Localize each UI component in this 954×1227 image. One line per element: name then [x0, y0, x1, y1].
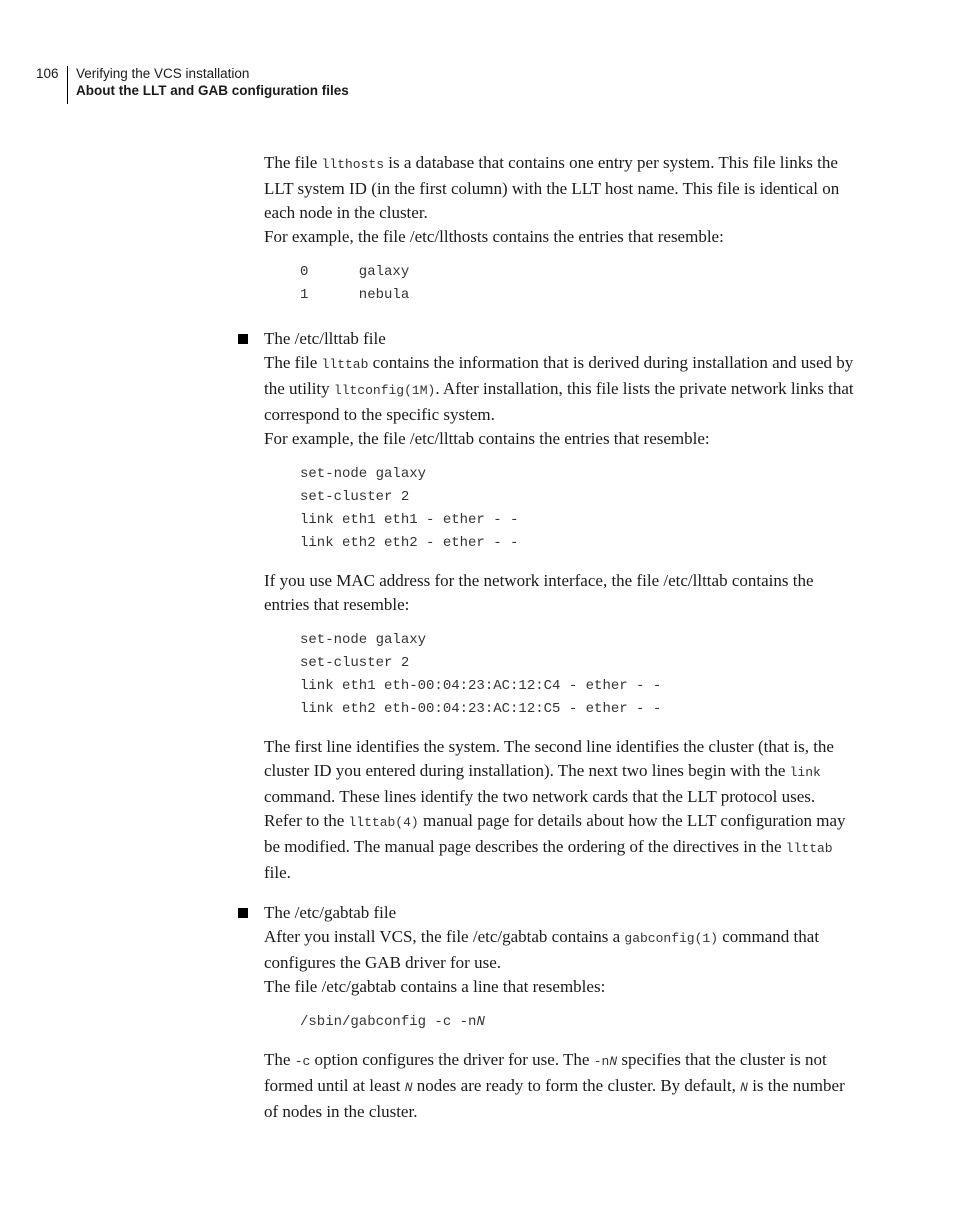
bullet-llttab: [264, 327, 859, 885]
text-run: After you install VCS, the file /etc/gabtab contains a: [264, 927, 625, 946]
gabtab-code-block: [300, 1011, 859, 1034]
code-text: /sbin/gabconfig -c -n: [300, 1014, 477, 1030]
text-run: contains the information that is derived during installation and used by the utility: [264, 353, 854, 398]
chapter-title: Verifying the VCS installation: [76, 66, 250, 81]
llttab-heading: The /etc/llttab file: [264, 329, 386, 348]
gabtab-heading: The /etc/gabtab file: [264, 903, 397, 922]
inline-code-llttab: llttab: [785, 841, 833, 856]
text-run: is the number of nodes in the cluster.: [264, 1076, 845, 1121]
text-run: . After installation, this file lists the private network links that correspond to the specific system.: [264, 379, 854, 424]
header-divider: [67, 66, 68, 104]
text-run: nodes are ready to form the cluster. By default,: [412, 1076, 741, 1095]
inline-code-gabconfig: gabconfig(1): [624, 931, 719, 946]
text-run: option configures the driver for use. The: [310, 1050, 594, 1069]
header-titles: [76, 65, 349, 99]
llttab-description: [264, 351, 859, 427]
text-run: Refer to the: [264, 811, 349, 830]
code-variable: N: [476, 1014, 485, 1030]
inline-code-n-option: -n: [593, 1054, 610, 1069]
gabtab-explanation: [264, 1048, 859, 1124]
gabtab-description: [264, 925, 859, 975]
inline-code-variable: N: [740, 1080, 748, 1095]
inline-code-c-option: -c: [294, 1054, 311, 1069]
llthosts-description: [264, 151, 859, 225]
llttab-example-intro: For example, the file /etc/llttab contains the entries that resemble:: [264, 429, 710, 448]
text-run: file.: [264, 863, 291, 882]
page-number: 106: [36, 66, 59, 81]
inline-code-link: link: [789, 765, 821, 780]
llttab-mac-intro: If you use MAC address for the network interface, the file /etc/llttab contains the entries that resemble:: [264, 571, 814, 614]
text-run: specifies that the cluster is not formed until at least: [264, 1050, 827, 1095]
text-run: command. These lines identify the two network cards that the LLT protocol uses.: [264, 787, 816, 806]
inline-code-llttab: llttab: [321, 357, 369, 372]
inline-code-variable: N: [404, 1080, 413, 1095]
inline-code-llttab4: llttab(4): [348, 815, 419, 830]
llttab-manpage-ref: [264, 809, 859, 885]
inline-code-variable: N: [609, 1054, 618, 1069]
llttab-mac-code-block: set-node galaxy set-cluster 2 link eth1 eth-00:04:23:AC:12:C4 - ether - - link eth2 eth-00:04:23:AC:12:C5 - ether - -: [300, 632, 662, 717]
text-run: The: [264, 1050, 295, 1069]
text-run: manual page for details about how the LLT configuration may be modified. The manual page describes the ordering of the directives in the: [264, 811, 846, 856]
llttab-code-block: set-node galaxy set-cluster 2 link eth1 eth1 - ether - - link eth2 eth2 - ether - -: [300, 466, 519, 551]
llthosts-code-block: 0 galaxy 1 nebula: [300, 264, 410, 303]
inline-code-llthosts: llthosts: [321, 157, 385, 172]
llthosts-example-intro: For example, the file /etc/llthosts contains the entries that resemble:: [264, 227, 724, 246]
text-run: The file: [264, 153, 322, 172]
text-run: is a database that contains one entry per system. This file links the LLT system ID (in the first column) with the LLT host name. This file is identical on each node in the cluster.: [264, 153, 840, 222]
section-title: About the LLT and GAB configuration files: [76, 83, 349, 98]
page-body: [264, 151, 859, 1124]
text-run: The first line identifies the system. The second line identifies the cluster (that is, the cluster ID you entered during installation). The next two lines begin with the: [264, 737, 834, 780]
inline-code-lltconfig: lltconfig(1M): [333, 383, 436, 398]
text-run: command that configures the GAB driver for use.: [264, 927, 820, 972]
llttab-explanation: [264, 735, 859, 809]
gabtab-example-intro: The file /etc/gabtab contains a line that resembles:: [264, 977, 606, 996]
text-run: The file: [264, 353, 322, 372]
bullet-gabtab: [264, 901, 859, 1124]
